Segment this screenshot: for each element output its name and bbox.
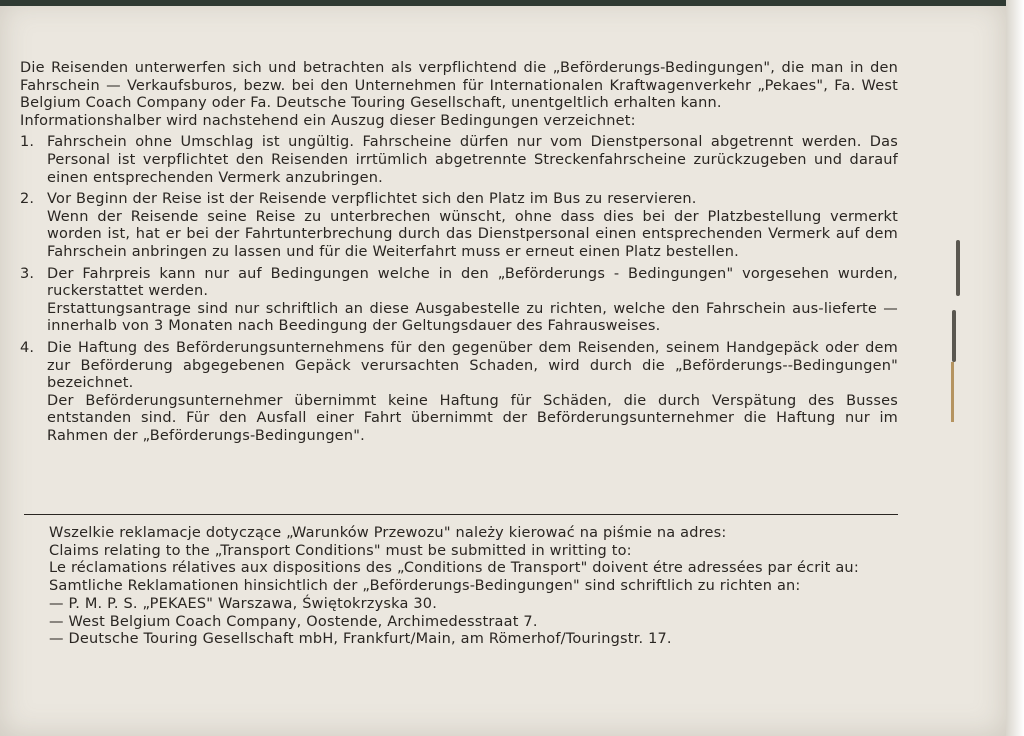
condition-item-3 [20, 266, 898, 336]
top-edge-strip [0, 0, 1006, 6]
condition-item-2 [20, 191, 898, 261]
section-divider [24, 514, 898, 515]
item-number: 4. [20, 339, 35, 356]
address-west-belgium: — West Belgium Coach Company, Oostende, Archimedesstraat 7. [49, 613, 538, 630]
item-number: 3. [20, 265, 35, 282]
intro-paragraph: Die Reisenden unterwerfen sich und betrachten als verpflichtend die „Beförderungs-Bedingungen", die man in den Fahrschein — Verkaufsburos, bezw. bei den Unternehmen für Internationalen Kraftwagenverkehr „Pekaes", Fa. West Belgium Coach Company oder Fa. Deutsche Touring Gesellschaft, unentgeltlich erhalten kann. [20, 60, 898, 112]
item-number: 2. [20, 191, 35, 208]
item-text: Der Fahrpreis kann nur auf Bedingungen welche in den „Beförderungs - Bedingungen" vorgesehen wurden, ruckerstattet werden. [47, 265, 898, 300]
claims-french: Le réclamations rélatives aux dispositions des „Conditions de Transport" doivent étre adressées par écrit au: [49, 560, 859, 577]
item-text: Wenn der Reisende seine Reise zu unterbrechen wünscht, ohne dass dies bei der Platzbestellung vermerkt worden ist, hat er bei der Fahrtunterbrechung durch das Dienstpersonal einen entsprechenden Vermerk auf dem Fahrschein anbringen zu lassen und für die Weiterfahrt muss er erneut einen Platz bestellen. [47, 208, 898, 260]
item-text: Der Beförderungsunternehmer übernimmt keine Haftung für Schäden, die durch Verspätung des Busses entstanden sind. Für den Ausfall einer Fahrt übernimmt der Beförderungsunternehmer die Haftung nur im Rahmen der „Beförderungs-Bedingungen". [47, 392, 898, 444]
item-number: 1. [20, 134, 35, 151]
condition-item-4 [20, 340, 898, 446]
item-text: Vor Beginn der Reise ist der Reisende verpflichtet sich den Platz im Bus zu reservieren. [47, 191, 697, 208]
binding-thread [951, 362, 954, 422]
claims-german: Samtliche Reklamationen hinsichtlich der „Beförderungs-Bedingungen" sind schriftlich zu richten an: [49, 578, 801, 595]
item-text: Erstattungsantrage sind nur schriftlich an diese Ausgabestelle zu richten, welche den Fahrschein aus-lieferte — innerhalb von 3 Monaten nach Beedingung der Geltungsdauer des Fahrausweises. [47, 300, 898, 335]
address-pekaes: — P. M. P. S. „PEKAES" Warszawa, Świętokrzyska 30. [49, 595, 438, 612]
claims-english: Claims relating to the „Transport Conditions" must be submitted in writting to: [49, 542, 632, 559]
address-deutsche-touring: — Deutsche Touring Gesellschaft mbH, Frankfurt/Main, am Römerhof/Touringstr. 17. [49, 631, 672, 648]
item-text: Fahrschein ohne Umschlag ist ungültig. Fahrscheine dürfen nur vom Dienstpersonal abgetrennt werden. Das Personal ist verpflichtet den Reisenden irrtümlich abgetrennte Streckenfahrscheine zurückzugeben und darauf einen entsprechenden Vermerk anzubringen. [47, 134, 898, 186]
intro-note: Informationshalber wird nachstehend ein Auszug dieser Bedingungen verzeichnet: [20, 112, 636, 129]
conditions-text [20, 60, 898, 445]
condition-item-1 [20, 134, 898, 187]
page-edge [1006, 0, 1024, 736]
claims-section [49, 525, 899, 649]
staple-icon [952, 310, 956, 362]
item-text: Die Haftung des Beförderungsunternehmens für den gegenüber dem Reisenden, seinem Handgepäck oder dem zur Beförderung abgegebenen Gepäck verursachten Schaden, wird durch die „Beförderungs--Bedingungen" bezeichnet. [47, 339, 898, 392]
claims-polish: Wszelkie reklamacje dotyczące „Warunków Przewozu" należy kierować na piśmie na adres: [49, 525, 727, 541]
staple-icon [956, 240, 960, 296]
